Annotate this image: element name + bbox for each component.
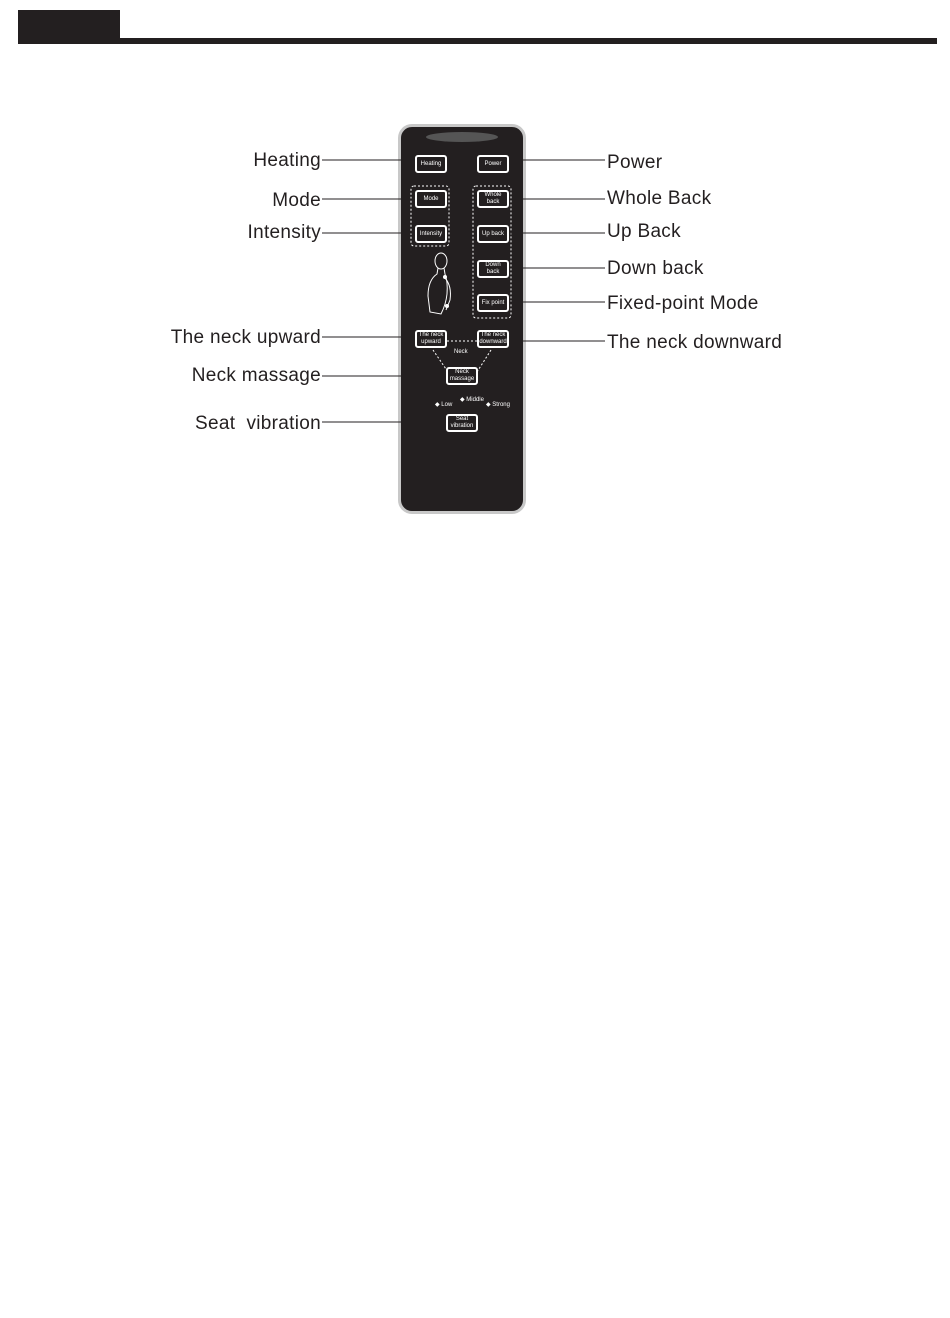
neck-massage-button[interactable]: Neck massage bbox=[446, 367, 478, 385]
callout-seat-vibration: Seat vibration bbox=[195, 413, 321, 434]
callout-neck-downward: The neck downward bbox=[607, 332, 783, 353]
heating-button[interactable]: Heating bbox=[415, 155, 447, 173]
fix-point-button[interactable]: Fix point bbox=[477, 294, 509, 312]
callout-fixed-point: Fixed-point Mode bbox=[607, 293, 759, 314]
callout-power: Power bbox=[607, 152, 663, 173]
power-button[interactable]: Power bbox=[477, 155, 509, 173]
callout-mode: Mode bbox=[272, 190, 321, 211]
neck-downward-button[interactable]: The neck downward bbox=[477, 330, 509, 348]
whole-back-button[interactable]: Whole back bbox=[477, 190, 509, 208]
callout-whole-back: Whole Back bbox=[607, 188, 712, 209]
callout-heating: Heating bbox=[253, 150, 321, 171]
callout-intensity: Intensity bbox=[247, 222, 321, 243]
neck-upward-button[interactable]: The neck upward bbox=[415, 330, 447, 348]
callout-down-back: Down back bbox=[607, 258, 704, 279]
up-back-button[interactable]: Up back bbox=[477, 225, 509, 243]
massage-point-upper bbox=[443, 275, 447, 279]
intensity-low-label: ◆ Low bbox=[435, 402, 453, 408]
callout-neck-massage: Neck massage bbox=[191, 365, 321, 386]
intensity-middle-label: ◆ Middle bbox=[460, 397, 484, 403]
callout-neck-upward: The neck upward bbox=[170, 327, 321, 348]
massage-point-lower bbox=[445, 304, 449, 308]
intensity-strong-label: ◆ Strong bbox=[486, 402, 510, 408]
intensity-button[interactable]: Intensity bbox=[415, 225, 447, 243]
seat-vibration-button[interactable]: Seat vibration bbox=[446, 414, 478, 432]
down-back-button[interactable]: Down back bbox=[477, 260, 509, 278]
callout-up-back: Up Back bbox=[607, 221, 681, 242]
mode-button[interactable]: Mode bbox=[415, 190, 447, 208]
neck-label: Neck bbox=[454, 349, 468, 355]
neck-link-right bbox=[477, 350, 491, 372]
